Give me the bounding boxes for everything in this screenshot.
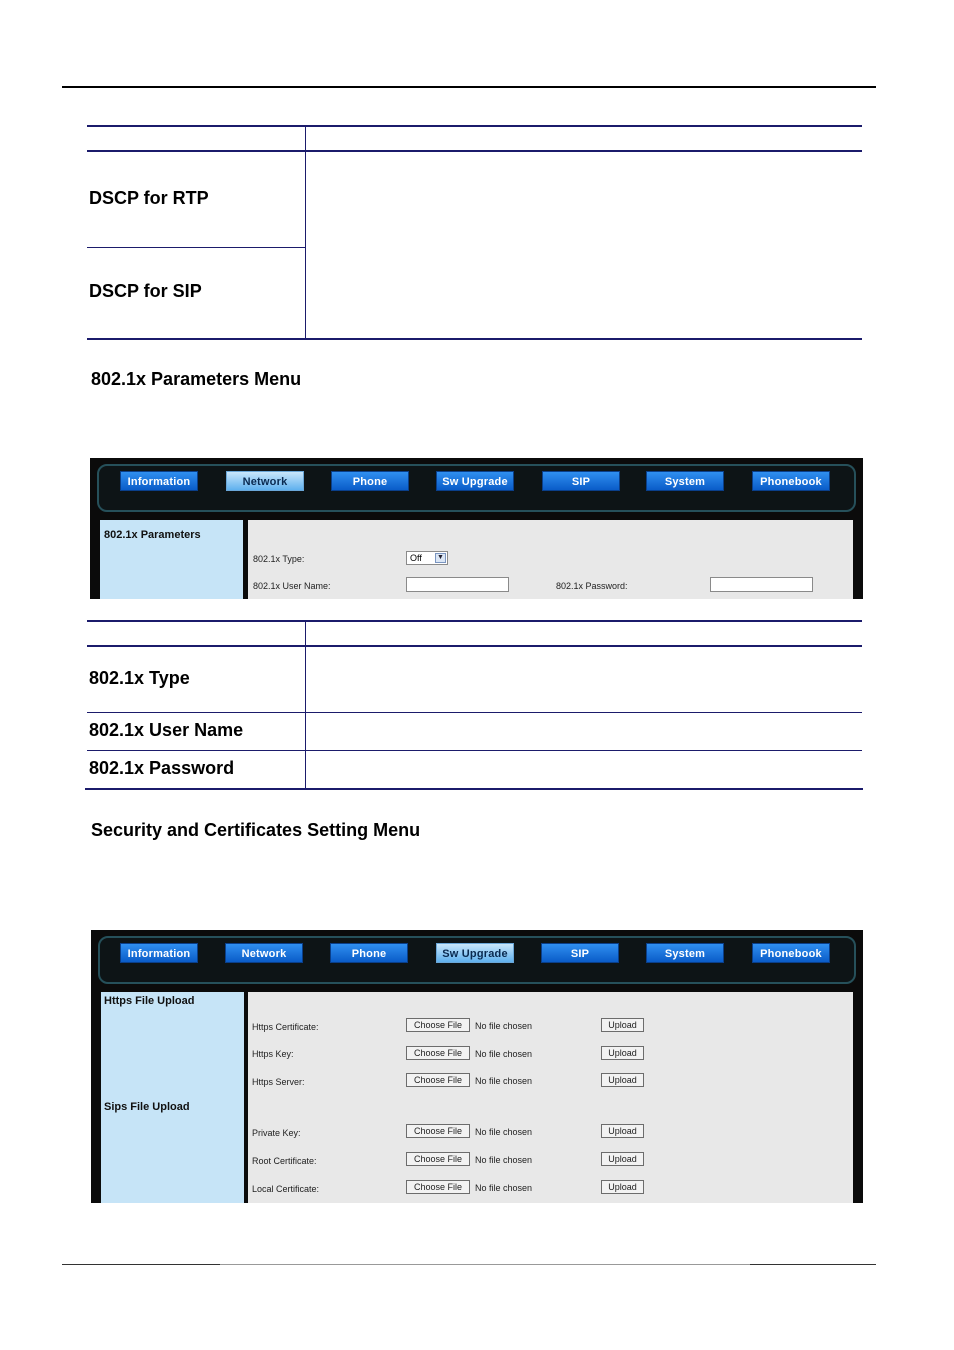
side-menu-item-sips[interactable]: Sips File Upload	[104, 1101, 190, 1113]
side-menu-item-https[interactable]: Https File Upload	[104, 995, 195, 1007]
local-certificate-label: Local Certificate:	[252, 1184, 320, 1194]
security-screenshot	[91, 930, 863, 1203]
tab-phone[interactable]: Phone	[331, 471, 409, 491]
root-certificate-choose-button[interactable]: Choose File	[406, 1152, 470, 1166]
table-cell-label: DSCP for RTP	[89, 188, 209, 208]
table-rule	[87, 645, 862, 647]
private-key-choose-button[interactable]: Choose File	[406, 1124, 470, 1138]
https-certificate-choose-button[interactable]: Choose File	[406, 1018, 470, 1032]
tab-phonebook[interactable]: Phonebook	[752, 943, 830, 963]
table-cell-label: 802.1x Type	[89, 668, 190, 688]
table-cell-label: DSCP for SIP	[89, 281, 202, 301]
side-menu-item-8021x[interactable]: 802.1x Parameters	[104, 529, 201, 541]
https-key-status: No file chosen	[475, 1049, 533, 1059]
type-label: 802.1x Type:	[253, 554, 305, 564]
section-title-security: Security and Certificates Setting Menu	[91, 820, 421, 840]
tab-network[interactable]: Network	[226, 471, 304, 491]
private-key-upload-button[interactable]: Upload	[601, 1124, 644, 1138]
tab-phonebook[interactable]: Phonebook	[752, 471, 830, 491]
tab-sw-upgrade[interactable]: Sw Upgrade	[436, 471, 514, 491]
tab-phone[interactable]: Phone	[330, 943, 408, 963]
tab-system[interactable]: System	[646, 471, 724, 491]
https-key-choose-button[interactable]: Choose File	[406, 1046, 470, 1060]
https-server-choose-button[interactable]: Choose File	[406, 1073, 470, 1087]
tab-sw-upgrade[interactable]: Sw Upgrade	[436, 943, 514, 963]
root-certificate-label: Root Certificate:	[252, 1156, 317, 1166]
tab-system[interactable]: System	[646, 943, 724, 963]
table-rule	[87, 620, 862, 622]
private-key-label: Private Key:	[252, 1128, 301, 1138]
https-certificate-status: No file chosen	[475, 1021, 533, 1031]
local-certificate-status: No file chosen	[475, 1183, 533, 1193]
section-title-8021x: 802.1x Parameters Menu	[91, 369, 302, 389]
https-server-upload-button[interactable]: Upload	[601, 1073, 644, 1087]
tab-sip[interactable]: SIP	[541, 943, 619, 963]
table-rule	[87, 750, 862, 751]
root-certificate-status: No file chosen	[475, 1155, 533, 1165]
table-cell-label: 802.1x Password	[89, 758, 235, 778]
tab-sip[interactable]: SIP	[542, 471, 620, 491]
table-cell-label: 802.1x User Name	[89, 720, 244, 740]
private-key-status: No file chosen	[475, 1127, 533, 1137]
tab-information[interactable]: Information	[120, 471, 198, 491]
table-divider	[305, 621, 306, 789]
table-rule	[87, 712, 862, 713]
https-key-label: Https Key:	[252, 1049, 294, 1059]
username-label: 802.1x User Name:	[253, 581, 331, 591]
https-key-upload-button[interactable]: Upload	[601, 1046, 644, 1060]
chevron-down-icon: ▼	[435, 553, 446, 563]
local-certificate-choose-button[interactable]: Choose File	[406, 1180, 470, 1194]
type-select-value: Off	[410, 553, 422, 563]
https-server-status: No file chosen	[475, 1076, 533, 1086]
root-certificate-upload-button[interactable]: Upload	[601, 1152, 644, 1166]
tab-network[interactable]: Network	[225, 943, 303, 963]
https-certificate-label: Https Certificate:	[252, 1022, 319, 1032]
password-label: 802.1x Password:	[556, 581, 628, 591]
table-rule	[85, 788, 863, 790]
https-server-label: Https Server:	[252, 1077, 305, 1087]
upload-form	[248, 992, 853, 1203]
https-certificate-upload-button[interactable]: Upload	[601, 1018, 644, 1032]
tab-information[interactable]: Information	[120, 943, 198, 963]
local-certificate-upload-button[interactable]: Upload	[601, 1180, 644, 1194]
footer-rule-accent	[220, 1264, 750, 1265]
side-menu	[101, 992, 244, 1203]
